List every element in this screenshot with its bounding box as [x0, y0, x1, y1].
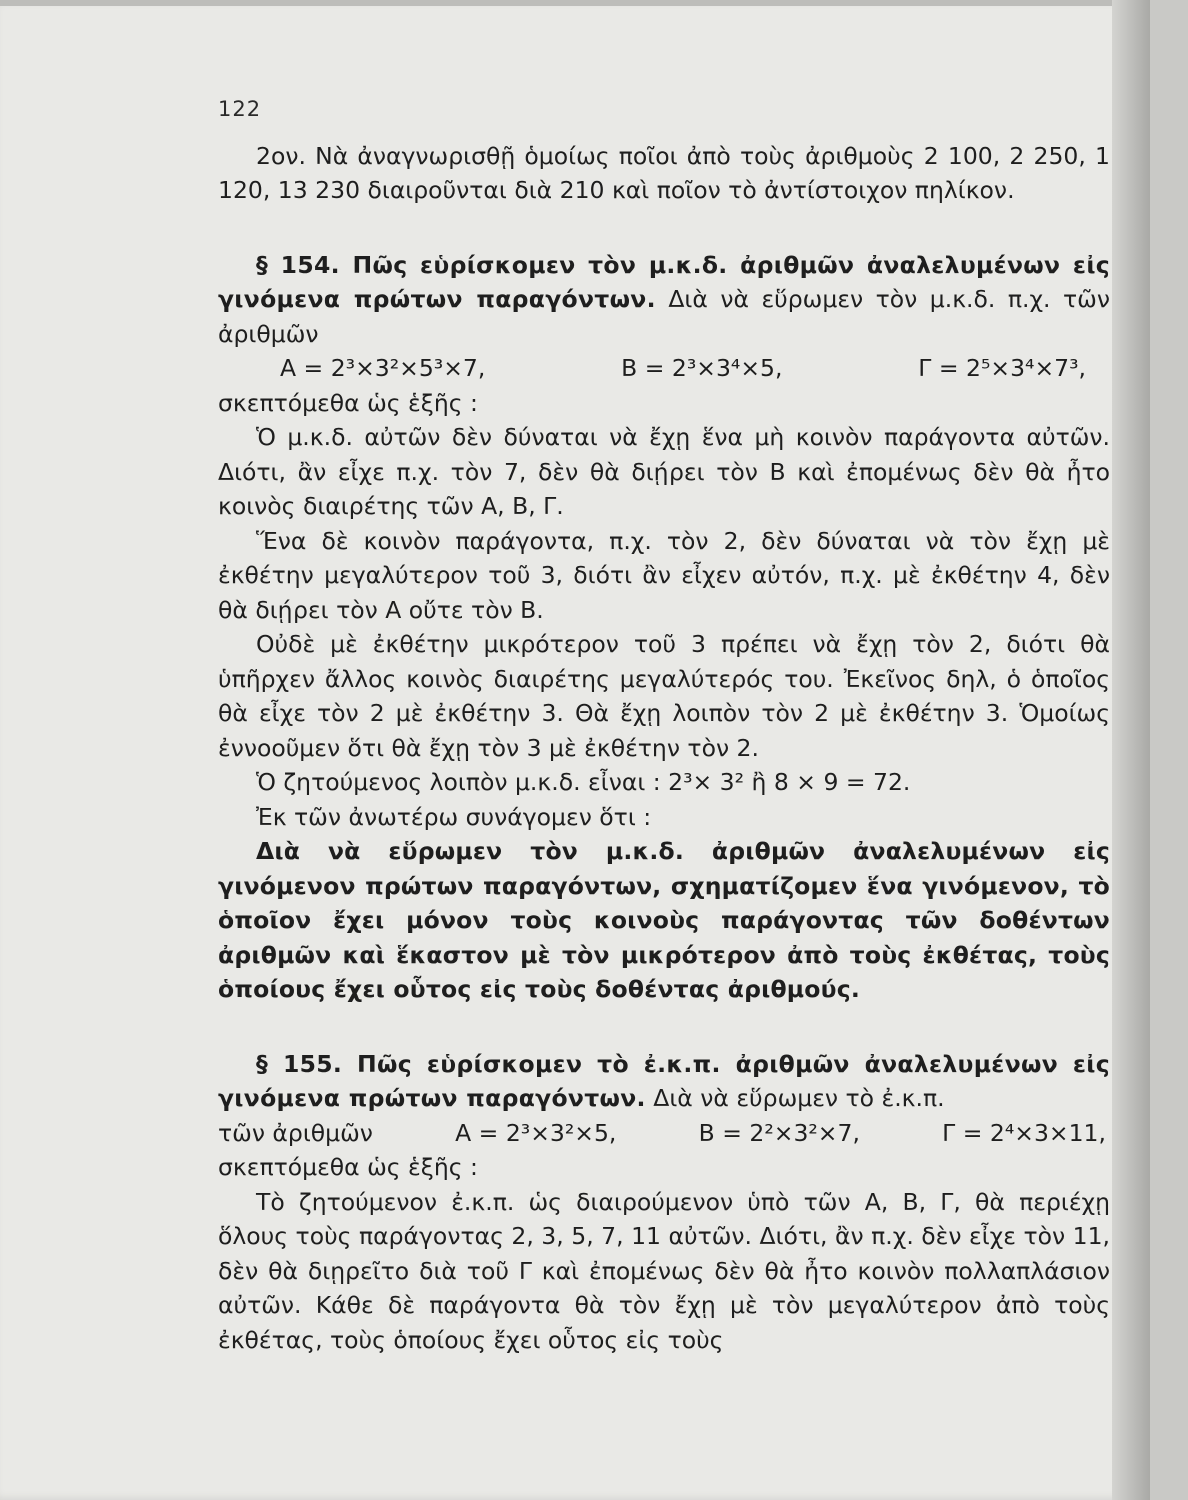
formula-a: Α = 2³×3²×5³×7, [280, 354, 486, 382]
section-154-result: Ὁ ζητούμενος λοιπὸν μ.κ.δ. εἶναι : 2³× 3² ἢ 8 × 9 = 72. [256, 768, 911, 796]
section-154-intro [218, 248, 1110, 352]
section-154-intro-text: Διὰ νὰ εὕρωμεν τὸν μ.κ.δ. π.χ. τῶν ἀριθμῶν [218, 285, 1110, 348]
numbers-label: τῶν ἀριθμῶν [218, 1118, 373, 1147]
section-155-intro [218, 1047, 1110, 1116]
formula-c: Γ = 2⁵×3⁴×7³, [918, 354, 1086, 382]
formula-b: Β = 2³×3⁴×5, [621, 354, 783, 382]
section-154-paragraph-1: Ὁ μ.κ.δ. αὐτῶν δὲν δύναται νὰ ἔχῃ ἕνα μὴ κοινὸν παράγοντα αὐτῶν. Διότι, ἂν εἶχε π.χ. τὸν 7, δὲν θὰ διῄρει τὸν Β καὶ ἐπομένως δὲν θὰ ἦτο κοινὸς διαιρέτης τῶν Α, Β, Γ. [218, 423, 1110, 520]
page-top-edge [0, 0, 1150, 6]
formula-b: Β = 2²×3²×7, [698, 1118, 860, 1147]
section-154-heading: § 154. Πῶς εὑρίσκομεν τὸν μ.κ.δ. ἀριθμῶν ἀναλελυμένων εἰς γινόμενα πρώτων παραγόντων. [218, 250, 1110, 313]
section-154-conclusion-lead: Ἐκ τῶν ἀνωτέρω συνάγομεν ὅτι : [256, 802, 652, 831]
formula-a: Α = 2³×3²×5, [455, 1118, 617, 1147]
page-number: 122 [218, 97, 262, 121]
section-154-formula [218, 351, 1110, 386]
page-content [218, 92, 1110, 1357]
exercise-2: 2ον. Νὰ ἀναγνωρισθῇ ὁμοίως ποῖοι ἀπὸ τοὺς ἀριθμοὺς 2 100, 2 250, 1 120, 13 230 διαιροῦνται διὰ 210 καὶ ποῖον τὸ ἀντίστοιχον πηλίκον. [218, 141, 1110, 204]
page-spine-shadow [1112, 0, 1150, 1500]
section-155-formula [218, 1116, 1110, 1151]
section-155-think: σκεπτόμεθα ὡς ἑξῆς : [218, 1153, 478, 1181]
formula-c: Γ = 2⁴×3×11, [942, 1118, 1106, 1147]
section-154-paragraph-3: Οὐδὲ μὲ ἐκθέτην μικρότερον τοῦ 3 πρέπει νὰ ἔχῃ τὸν 2, διότι θὰ ὑπῆρχεν ἄλλος κοινὸς διαιρέτης μεγαλύτερός του. Ἐκεῖνος δηλ, ὁ ὁποῖος θὰ εἶχε τὸν 2 μὲ ἐκθέτην 3. Θὰ ἔχῃ λοιπὸν τὸν 2 μὲ ἐκθέτην 3. Ὁμοίως ἐννοοῦμεν ὅτι θὰ ἔχῃ τὸν 3 μὲ ἐκθέτην τὸν 2. [218, 630, 1110, 762]
section-155-heading: § 155. Πῶς εὑρίσκομεν τὸ ἐ.κ.π. ἀριθμῶν ἀναλελυμένων εἰς γινόμενα πρώτων παραγόντων. [218, 1049, 1110, 1112]
section-154-think: σκεπτόμεθα ὡς ἑξῆς : [218, 388, 478, 417]
section-155-intro-text: Διὰ νὰ εὕρωμεν τὸ ἐ.κ.π. [653, 1084, 945, 1112]
section-154-rule: Διὰ νὰ εὕρωμεν τὸν μ.κ.δ. ἀριθμῶν ἀναλελυμένων εἰς γινόμενον πρώτων παραγόντων, σχηματίζομεν ἕνα γινόμενον, τὸ ὁποῖον ἔχει μόνον τοὺς κοινοὺς παράγοντας τῶν δοθέντων ἀριθμῶν καὶ ἕκαστον μὲ τὸν μικρότερον ἀπὸ τοὺς ἐκθέτας, τοὺς ὁποίους ἔχει οὗτος εἰς τοὺς δοθέντας ἀριθμούς. [218, 837, 1110, 1003]
section-154-paragraph-2: Ἕνα δὲ κοινὸν παράγοντα, π.χ. τὸν 2, δὲν δύναται νὰ τὸν ἔχῃ μὲ ἐκθέτην μεγαλύτερον τοῦ 3, διότι ἂν εἶχεν αὐτόν, π.χ. μὲ ἐκθέτην 4, δὲν θὰ διῄρει τὸν Α οὔτε τὸν Β. [218, 526, 1110, 624]
section-155-paragraph-1: Τὸ ζητούμενον ἐ.κ.π. ὡς διαιρούμενον ὑπὸ τῶν Α, Β, Γ, θὰ περιέχῃ ὅλους τοὺς παράγοντας 2, 3, 5, 7, 11 αὐτῶν. Διότι, ἂν π.χ. δὲν εἶχε τὸν 11, δὲν θὰ διῃρεῖτο διὰ τοῦ Γ καὶ ἐπομένως δὲν θὰ ἦτο κοινὸν πολλαπλάσιον αὐτῶν. Κάθε δὲ παράγοντα θὰ τὸν ἔχῃ μὲ τὸν μεγαλύτερον ἀπὸ τοὺς ἐκθέτας, τοὺς ὁποίους ἔχει οὗτος εἰς τοὺς [218, 1187, 1110, 1354]
